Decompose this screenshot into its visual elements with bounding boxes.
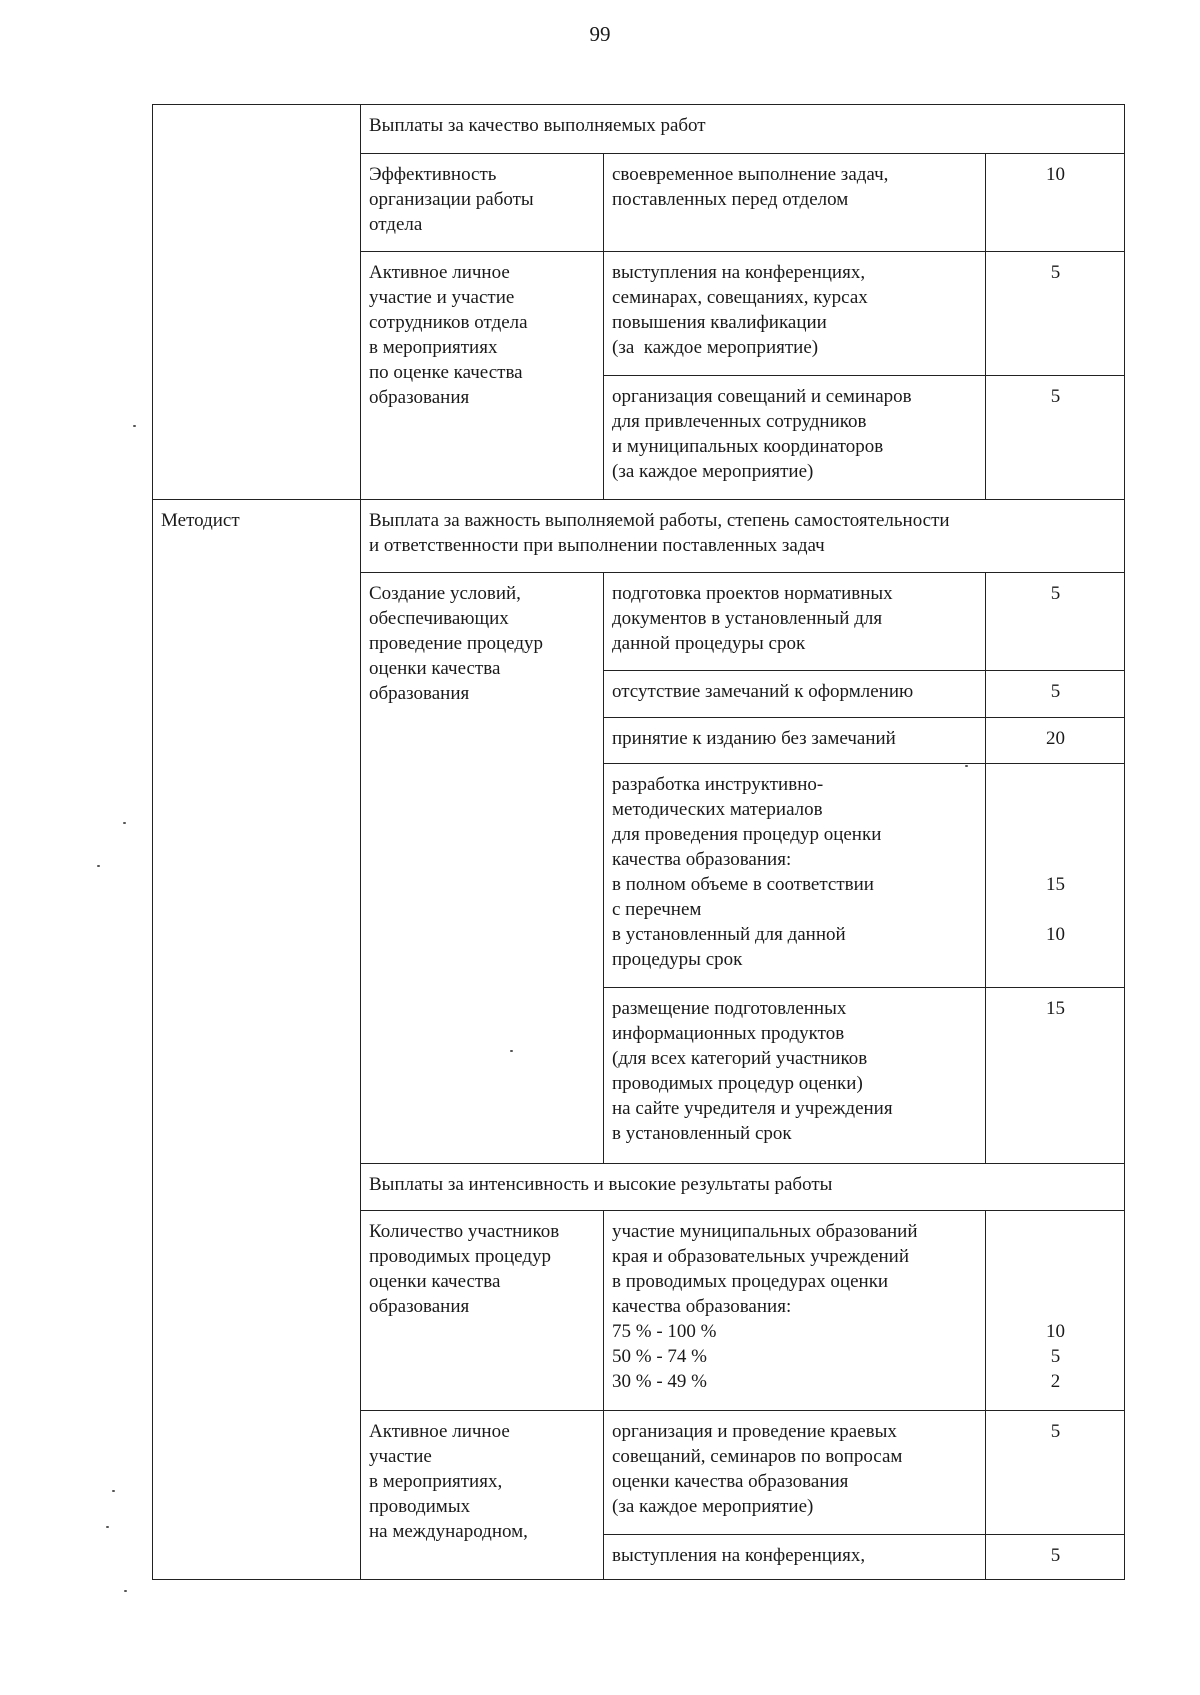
cell-line: Эффективность	[369, 164, 497, 185]
cell-line: совещаний, семинаров по вопросам	[612, 1446, 903, 1467]
page-number: 99	[589, 22, 611, 46]
indicator-cell	[604, 718, 986, 764]
cell-line: 2	[1050, 1371, 1061, 1392]
criterion-cell	[361, 154, 604, 252]
cell-line: разработка инструктивно-	[612, 774, 824, 795]
cell-line	[994, 1294, 1117, 1319]
cell-line: процедуры срок	[612, 949, 743, 970]
cell-line: 5	[1050, 262, 1061, 283]
cell-line: проведение процедур	[369, 633, 544, 654]
cell-line: размещение подготовленных	[612, 998, 847, 1019]
cell-line: участие	[369, 1446, 432, 1467]
cell-line: Активное личное	[369, 262, 510, 283]
criterion-cell	[361, 573, 604, 1164]
score-cell	[986, 573, 1125, 671]
scan-speck	[112, 1490, 115, 1492]
indicator-cell	[604, 764, 986, 988]
cell-line: 5	[1050, 583, 1061, 604]
cell-line: с перечнем	[612, 899, 702, 920]
cell-line	[994, 822, 1117, 847]
cell-line	[994, 897, 1117, 922]
cell-line: в установленный срок	[612, 1123, 792, 1144]
section-title	[361, 105, 1125, 154]
cell-line	[994, 1219, 1117, 1244]
cell-line: Количество участников	[369, 1221, 560, 1242]
cell-line: 5	[1050, 1545, 1061, 1566]
cell-line: оценки качества	[369, 1271, 501, 1292]
cell-line: 10	[1046, 1321, 1066, 1342]
indicator-cell	[604, 1211, 986, 1411]
cell-line: информационных продуктов	[612, 1023, 845, 1044]
cell-line: 5	[1050, 386, 1061, 407]
cell-line: (за каждое мероприятие)	[612, 461, 814, 482]
cell-line: принятие к изданию без замечаний	[612, 728, 896, 749]
cell-line: на международном,	[369, 1521, 528, 1542]
cell-line: Выплата за важность выполняемой работы, степень самостоятельности	[369, 510, 950, 531]
score-cell	[986, 1411, 1125, 1535]
cell-line: на сайте учредителя и учреждения	[612, 1098, 893, 1119]
cell-line: 75 % - 100 %	[612, 1321, 717, 1342]
cell-line: 5	[1050, 681, 1061, 702]
cell-line: 10	[1046, 924, 1066, 945]
payments-table	[152, 104, 1125, 1580]
cell-line: в проводимых процедурах оценки	[612, 1271, 889, 1292]
cell-line: Активное личное	[369, 1421, 510, 1442]
cell-line: и муниципальных координаторов	[612, 436, 884, 457]
cell-line: методических материалов	[612, 799, 823, 820]
cell-line: для проведения процедур оценки	[612, 824, 882, 845]
scan-speck	[133, 425, 136, 427]
section-title	[361, 500, 1125, 573]
score-cell	[986, 252, 1125, 376]
cell-line: Создание условий,	[369, 583, 521, 604]
cell-line: 30 % - 49 %	[612, 1371, 707, 1392]
cell-line: для привлеченных сотрудников	[612, 411, 867, 432]
cell-line	[994, 847, 1117, 872]
cell-line: обеспечивающих	[369, 608, 509, 629]
indicator-cell	[604, 154, 986, 252]
position-cell-empty	[153, 105, 361, 500]
table-row	[153, 500, 1125, 573]
score-cell	[986, 988, 1125, 1164]
score-cell	[986, 1535, 1125, 1580]
cell-line: в мероприятиях,	[369, 1471, 503, 1492]
cell-line: Выплаты за интенсивность и высокие результаты работы	[369, 1174, 833, 1195]
score-cell	[986, 154, 1125, 252]
cell-line: семинарах, совещаниях, курсах	[612, 287, 868, 308]
cell-line: в мероприятиях	[369, 337, 498, 358]
scan-speck	[965, 765, 968, 767]
cell-line: образования	[369, 683, 470, 704]
scan-speck	[123, 822, 126, 824]
cell-line: образования	[369, 387, 470, 408]
scan-speck	[124, 1590, 127, 1592]
score-cell	[986, 671, 1125, 718]
cell-line: повышения квалификации	[612, 312, 827, 333]
cell-line: проводимых процедур	[369, 1246, 552, 1267]
cell-line: своевременное выполнение задач,	[612, 164, 889, 185]
score-cell	[986, 718, 1125, 764]
cell-line: и ответственности при выполнении поставленных задач	[369, 535, 825, 556]
cell-line: организация и проведение краевых	[612, 1421, 897, 1442]
cell-line	[994, 797, 1117, 822]
indicator-cell	[604, 1411, 986, 1535]
cell-line: 5	[1050, 1421, 1061, 1442]
cell-line: участие муниципальных образований	[612, 1221, 918, 1242]
cell-line: 5	[1050, 1346, 1061, 1367]
position-cell	[153, 500, 361, 1580]
criterion-cell	[361, 1411, 604, 1580]
cell-line	[994, 1269, 1117, 1294]
scan-speck	[106, 1526, 109, 1528]
section-title	[361, 1164, 1125, 1211]
cell-line: поставленных перед отделом	[612, 189, 849, 210]
cell-line: (за каждое мероприятие)	[612, 1496, 814, 1517]
cell-line: 15	[1046, 874, 1066, 895]
cell-line: оценки качества образования	[612, 1471, 849, 1492]
indicator-cell	[604, 376, 986, 500]
cell-line: 15	[1046, 998, 1066, 1019]
cell-line: проводимых процедур оценки)	[612, 1073, 863, 1094]
cell-line: качества образования:	[612, 849, 792, 870]
cell-line: выступления на конференциях,	[612, 1545, 866, 1566]
cell-line	[994, 772, 1117, 797]
score-cell	[986, 1211, 1125, 1411]
cell-line: качества образования:	[612, 1296, 792, 1317]
cell-line: образования	[369, 1296, 470, 1317]
cell-line: в полном объеме в соответствии	[612, 874, 874, 895]
cell-line: оценки качества	[369, 658, 501, 679]
cell-line: документов в установленный для	[612, 608, 883, 629]
cell-line: организации работы	[369, 189, 534, 210]
cell-line: отсутствие замечаний к оформлению	[612, 681, 914, 702]
cell-line: отдела	[369, 214, 423, 235]
score-cell	[986, 764, 1125, 988]
scan-speck	[510, 1050, 513, 1052]
cell-line: Методист	[161, 510, 240, 531]
cell-line: 20	[1046, 728, 1066, 749]
indicator-cell	[604, 988, 986, 1164]
criterion-cell	[361, 1211, 604, 1411]
cell-line	[994, 1244, 1117, 1269]
scan-speck	[97, 865, 100, 867]
cell-line: выступления на конференциях,	[612, 262, 866, 283]
score-cell	[986, 376, 1125, 500]
cell-line: 10	[1046, 164, 1066, 185]
cell-line: по оценке качества	[369, 362, 523, 383]
cell-line	[994, 947, 1117, 972]
table-row	[153, 105, 1125, 154]
cell-line: в установленный для данной	[612, 924, 846, 945]
cell-line: участие и участие	[369, 287, 515, 308]
cell-line: подготовка проектов нормативных	[612, 583, 893, 604]
cell-line: организация совещаний и семинаров	[612, 386, 912, 407]
indicator-cell	[604, 671, 986, 718]
cell-line: (за каждое мероприятие)	[612, 337, 819, 358]
cell-line: проводимых	[369, 1496, 471, 1517]
criterion-cell	[361, 252, 604, 500]
indicator-cell	[604, 573, 986, 671]
cell-line: 50 % - 74 %	[612, 1346, 707, 1367]
cell-line: Выплаты за качество выполняемых работ	[369, 115, 706, 136]
cell-line: (для всех категорий участников	[612, 1048, 868, 1069]
cell-line: сотрудников отдела	[369, 312, 528, 333]
indicator-cell	[604, 1535, 986, 1580]
cell-line: края и образовательных учреждений	[612, 1246, 910, 1267]
indicator-cell	[604, 252, 986, 376]
cell-line: данной процедуры срок	[612, 633, 806, 654]
